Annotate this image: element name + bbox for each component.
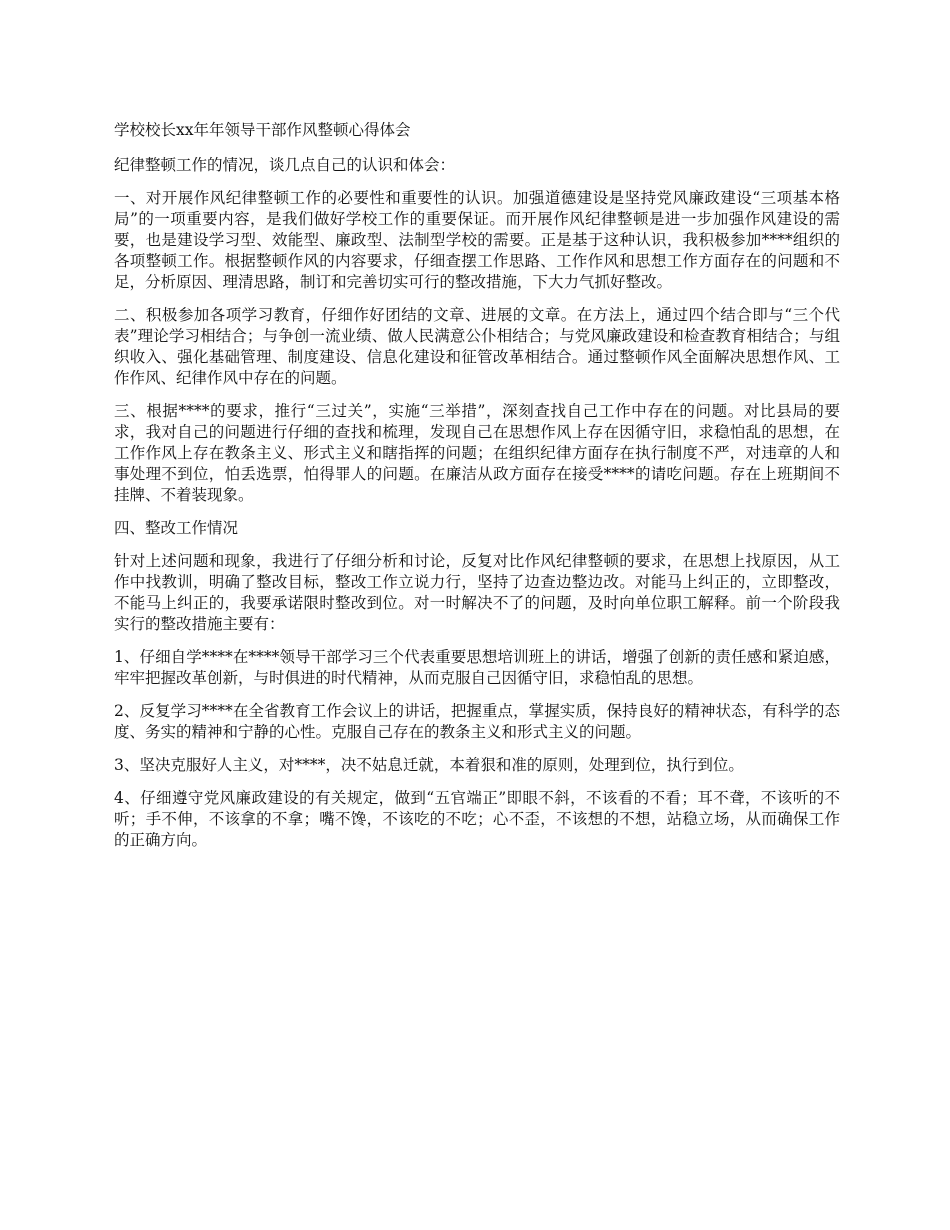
paragraph-section-4: 针对上述问题和现象，我进行了仔细分析和讨论，反复对比作风纪律整顿的要求，在思想上找原因，从工作中找教训，明确了整改目标，整改工作立说力行，坚持了边查边整边改。对能马上纠正的，立即整改，不能马上纠正的，我要承诺限时整改到位。对一时解决不了的问题，及时向单位职工解释。前一个阶段我实行的整改措施主要有： [114, 552, 840, 633]
list-item-4: 4、仔细遵守党风廉政建设的有关规定，做到“五官端正”即眼不斜，不该看的不看；耳不聋，不该听的不听；手不伸，不该拿的不拿；嘴不馋，不该吃的不吃；心不歪，不该想的不想，站稳立场，从而确保工作的正确方向。 [114, 789, 840, 849]
paragraph-section-1: 一、对开展作风纪律整顿工作的必要性和重要性的认识。加强道德建设是坚持党风廉政建设“三项基本格局”的一项重要内容，是我们做好学校工作的重要保证。而开展作风纪律整顿是进一步加强作风建设的需要，也是建设学习型、效能型、廉政型、法制型学校的需要。正是基于这种认识，我积极参加****组织的各项整顿工作。根据整顿作风的内容要求，仔细查摆工作思路、工作作风和思想工作方面存在的问题和不足，分析原因、理清思路，制订和完善切实可行的整改措施，下大力气抓好整改。 [114, 189, 840, 291]
paragraph-intro: 纪律整顿工作的情况，谈几点自己的认识和体会： [114, 156, 456, 174]
document-title: 学校校长xx年年领导干部作风整顿心得体会 [114, 121, 411, 139]
list-item-3: 3、坚决克服好人主义，对****，决不姑息迁就，本着狠和准的原则，处理到位，执行到位。 [114, 756, 744, 774]
document-page [114, 120, 840, 863]
list-item-1: 1、仔细自学****在****领导干部学习三个代表重要思想培训班上的讲话，增强了创新的责任感和紧迫感，牢牢把握改革创新，与时俱进的时代精神，从而克服自己因循守旧，求稳怕乱的思想。 [114, 648, 840, 687]
list-item-2: 2、反复学习****在全省教育工作会议上的讲话，把握重点，掌握实质，保持良好的精神状态，有科学的态度、务实的精神和宁静的心性。克服自己存在的教条主义和形式主义的问题。 [114, 702, 840, 741]
paragraph-section-2: 二、积极参加各项学习教育，仔细作好团结的文章、进展的文章。在方法上，通过四个结合即与“三个代表”理论学习相结合；与争创一流业绩、做人民满意公仆相结合；与党风廉政建设和检查教育相结合；与组织收入、强化基础管理、制度建设、信息化建设和征管改革相结合。通过整顿作风全面解决思想作风、工作作风、纪律作风中存在的问题。 [114, 306, 840, 387]
section-heading-4: 四、整改工作情况 [114, 519, 239, 537]
paragraph-section-3: 三、根据****的要求，推行“三过关”，实施“三举措”，深刻查找自己工作中存在的问题。对比县局的要求，我对自己的问题进行仔细的查找和梳理，发现自己在思想作风上存在因循守旧，求稳怕乱的思想，在工作作风上存在教条主义、形式主义和瞎指挥的问题；在组织纪律方面存在执行制度不严，对违章的人和事处理不到位，怕丢选票，怕得罪人的问题。在廉洁从政方面存在接受****的请吃问题。存在上班期间不挂牌、不着装现象。 [114, 402, 840, 504]
